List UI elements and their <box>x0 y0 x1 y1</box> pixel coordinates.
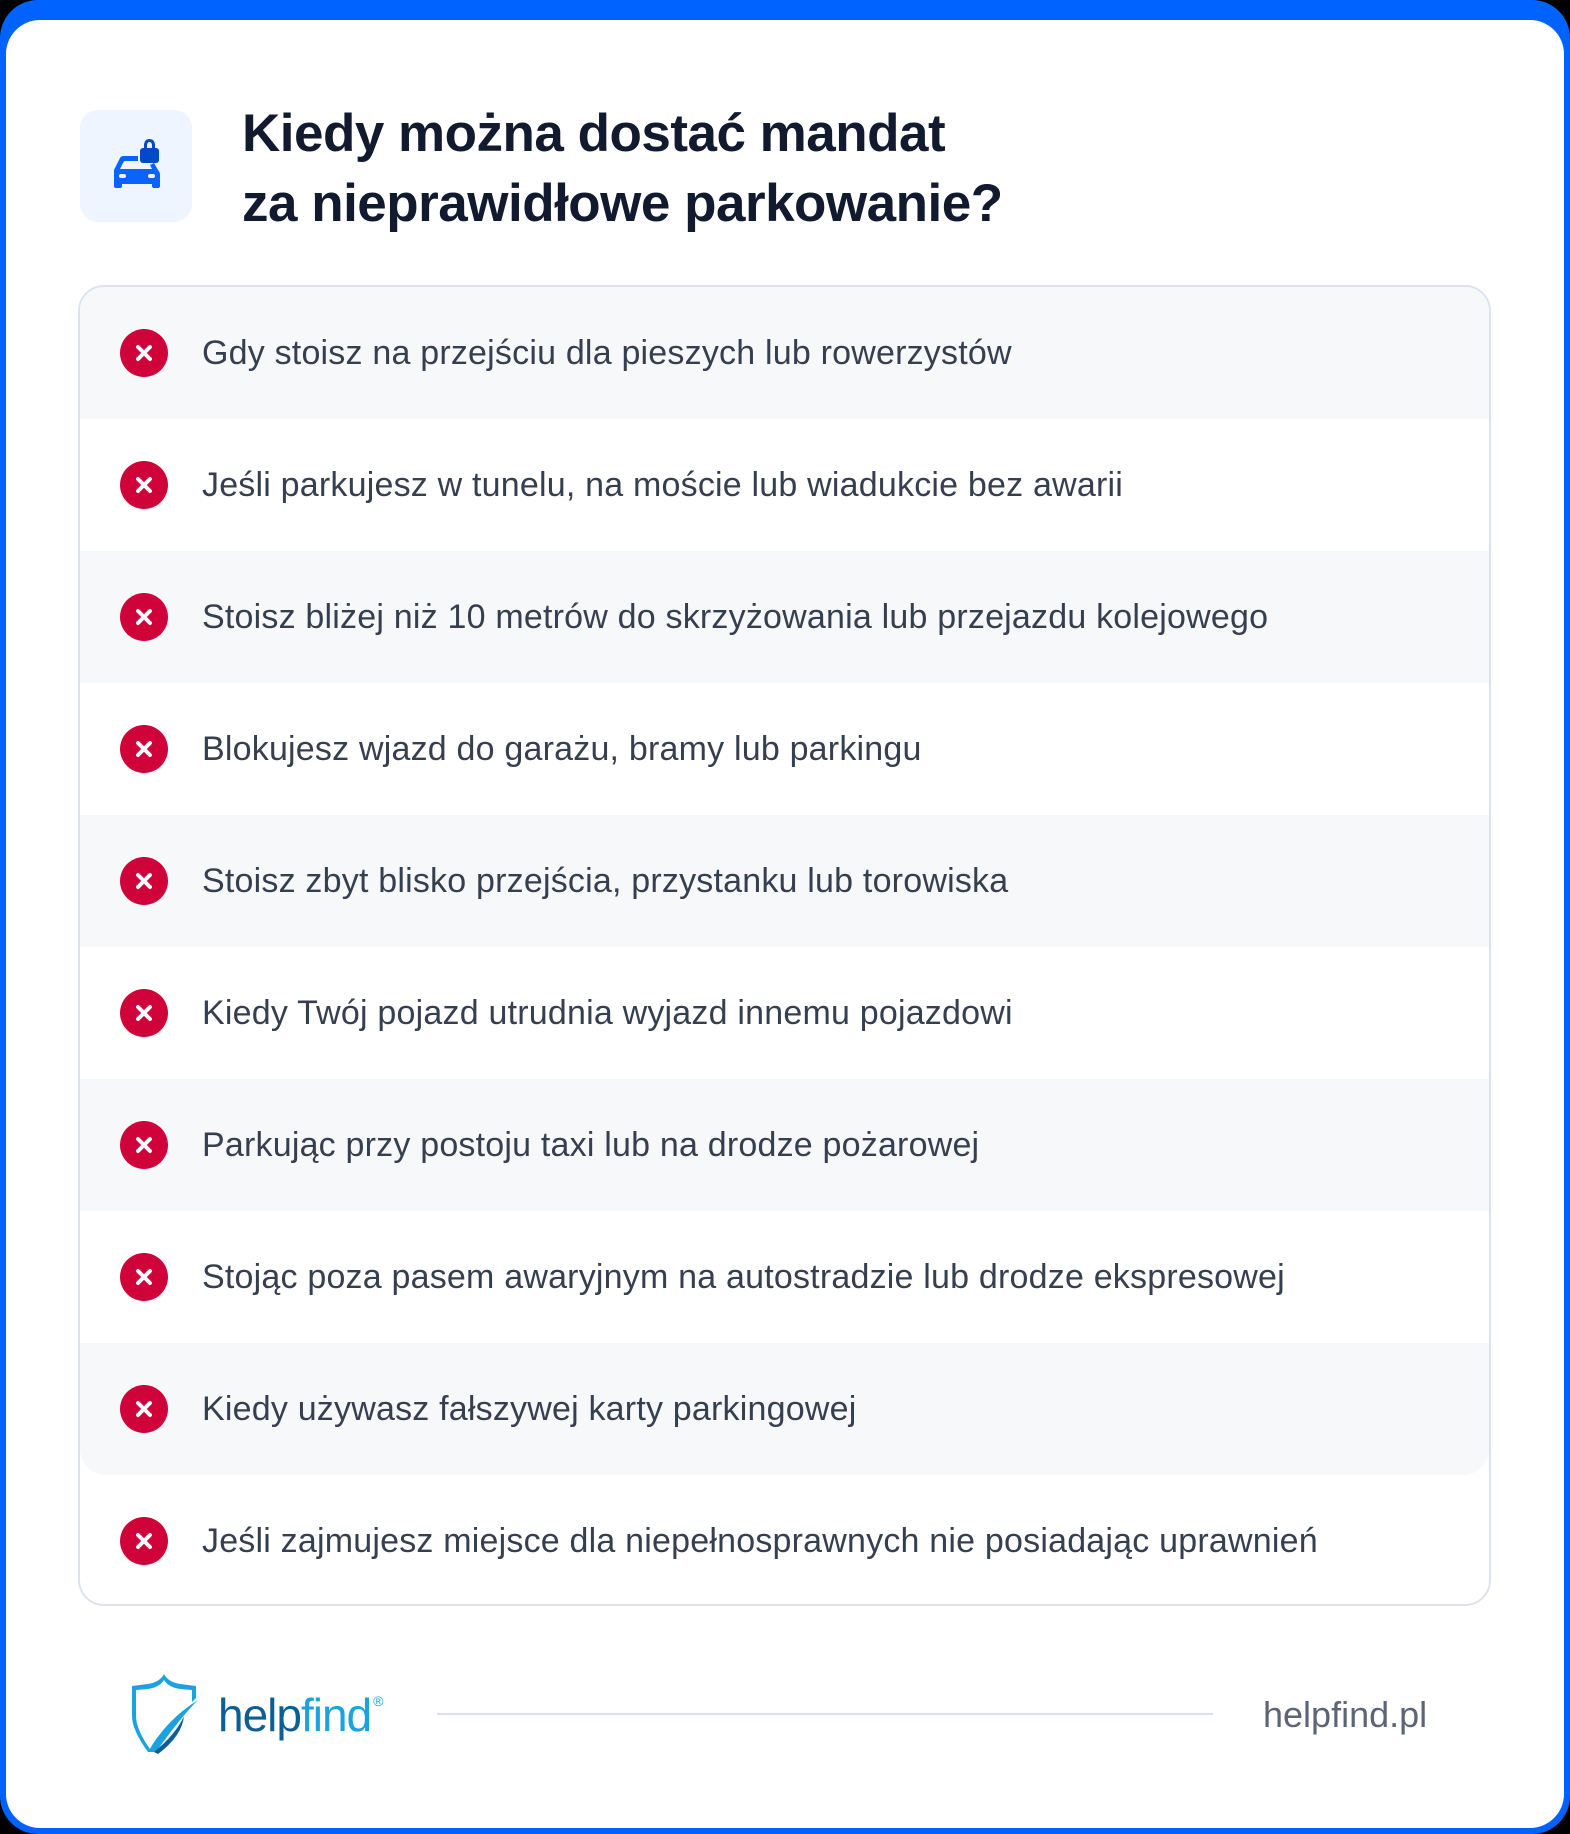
list-item <box>80 947 1489 1079</box>
x-circle-icon <box>120 725 168 773</box>
shield-check-icon <box>126 1672 202 1754</box>
list-item-text: Parkując przy postoju taxi lub na drodze pożarowej <box>202 1125 980 1164</box>
x-circle-icon <box>120 461 168 509</box>
list-item <box>80 287 1489 419</box>
x-circle-icon <box>120 1385 168 1433</box>
x-circle-icon <box>120 329 168 377</box>
page-title <box>242 99 1242 239</box>
x-circle-icon <box>120 1253 168 1301</box>
list-item <box>80 815 1489 947</box>
list-item-text: Jeśli zajmujesz miejsce dla niepełnosprawnych nie posiadając uprawnień <box>202 1521 1318 1560</box>
footer-divider <box>437 1713 1213 1715</box>
list-item-text: Kiedy Twój pojazd utrudnia wyjazd innemu pojazdowi <box>202 993 1013 1032</box>
list-item <box>80 1475 1489 1606</box>
list-item <box>80 1079 1489 1211</box>
list-item-text: Stoisz zbyt blisko przejścia, przystanku lub torowiska <box>202 861 1009 900</box>
list-item-text: Kiedy używasz fałszywej karty parkingowej <box>202 1389 857 1428</box>
list-item-text: Gdy stoisz na przejściu dla pieszych lub rowerzystów <box>202 333 1012 372</box>
site-url: helpfind.pl <box>1263 1694 1428 1735</box>
list-item <box>80 551 1489 683</box>
list-item-text: Jeśli parkujesz w tunelu, na moście lub wiadukcie bez awarii <box>202 465 1123 504</box>
x-circle-icon <box>120 857 168 905</box>
x-circle-icon <box>120 1517 168 1565</box>
header-icon-box <box>80 110 192 222</box>
list-item-text: Stojąc poza pasem awaryjnym na autostradzie lub drodze ekspresowej <box>202 1257 1285 1296</box>
list-item-text: Blokujesz wjazd do garażu, bramy lub parkingu <box>202 729 922 768</box>
list-item <box>80 1343 1489 1475</box>
x-circle-icon <box>120 1121 168 1169</box>
logo-wordmark: helpfind ® <box>218 1689 383 1741</box>
title-line-1: Kiedy można dostać mandat <box>242 104 946 163</box>
title-line-2: za nieprawidłowe parkowanie? <box>242 174 1003 233</box>
list-item <box>80 683 1489 815</box>
x-circle-icon <box>120 593 168 641</box>
car-lock-icon <box>106 136 166 196</box>
x-circle-icon <box>120 989 168 1037</box>
violations-list <box>78 285 1491 1606</box>
helpfind-logo <box>126 1672 382 1754</box>
list-item-text: Stoisz bliżej niż 10 metrów do skrzyżowania lub przejazdu kolejowego <box>202 597 1269 636</box>
list-item <box>80 1211 1489 1343</box>
list-item <box>80 419 1489 551</box>
